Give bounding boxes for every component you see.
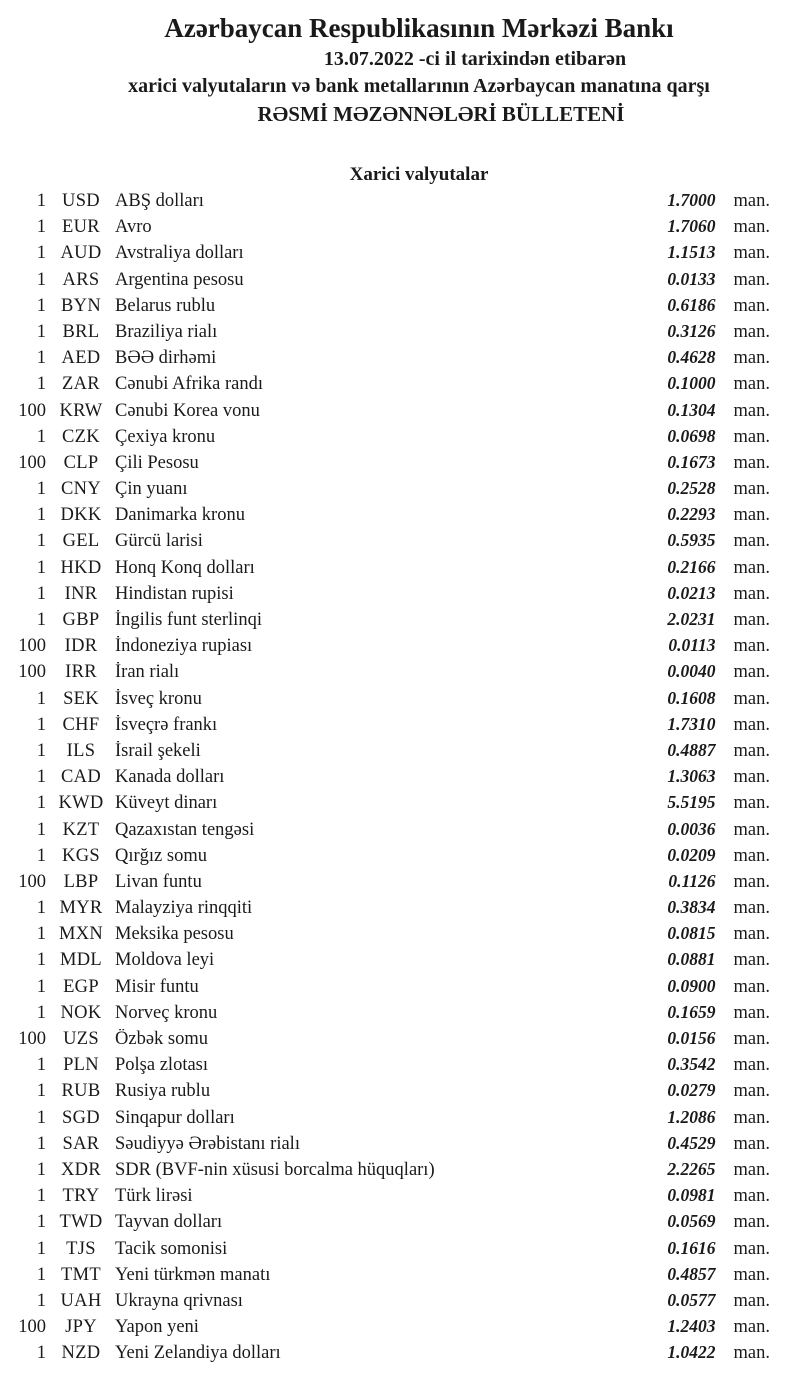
currency-quantity: 1 <box>36 1238 46 1259</box>
currency-quantity: 1 <box>36 479 46 500</box>
currency-name: Honq Konq dolları <box>115 557 255 578</box>
currency-row <box>0 1316 800 1342</box>
currency-quantity: 1 <box>36 1343 46 1364</box>
currency-quantity: 1 <box>36 321 46 342</box>
currency-rate: 0.3542 <box>667 1054 716 1075</box>
currency-name: Avstraliya dolları <box>115 243 244 264</box>
currency-name: Yeni Zelandiya dolları <box>115 1343 281 1364</box>
currency-code: MDL <box>59 950 102 971</box>
currency-code: RUB <box>61 1081 101 1102</box>
currency-unit: man. <box>733 898 770 919</box>
currency-quantity: 1 <box>36 269 46 290</box>
currency-row <box>0 976 800 1002</box>
currency-quantity: 1 <box>36 426 46 447</box>
currency-code: GEL <box>62 531 100 552</box>
currency-code: SEK <box>63 688 99 709</box>
currency-rate: 0.1616 <box>667 1237 716 1258</box>
currency-row <box>0 1342 800 1368</box>
currency-name: Moldova leyi <box>115 950 215 971</box>
currency-unit: man. <box>733 1290 770 1311</box>
currency-unit: man. <box>733 505 770 526</box>
currency-row <box>0 1002 800 1028</box>
currency-name: Tayvan dolları <box>115 1212 223 1233</box>
currency-name: Yeni türkmən manatı <box>115 1264 271 1285</box>
currency-unit: man. <box>733 1055 770 1076</box>
currency-code: CZK <box>62 426 100 447</box>
currency-unit: man. <box>733 1343 770 1364</box>
currency-row <box>0 321 800 347</box>
currency-code: EUR <box>62 217 100 238</box>
currency-quantity: 1 <box>36 583 46 604</box>
currency-row <box>0 347 800 373</box>
currency-unit: man. <box>733 1081 770 1102</box>
currency-rate: 2.2265 <box>667 1158 716 1179</box>
currency-name: Ukrayna qrivnası <box>115 1290 243 1311</box>
currency-row <box>0 373 800 399</box>
currency-code: CNY <box>61 479 101 500</box>
currency-code: DKK <box>60 505 102 526</box>
currency-quantity: 1 <box>36 924 46 945</box>
currency-rate: 0.0881 <box>667 949 716 970</box>
currency-name: Çili Pesosu <box>115 452 199 473</box>
currency-rate: 1.7310 <box>667 713 716 734</box>
currency-code: CHF <box>62 714 100 735</box>
currency-rate: 0.4857 <box>667 1263 716 1284</box>
currency-code: LBP <box>63 871 99 892</box>
currency-quantity: 1 <box>36 740 46 761</box>
currency-quantity: 1 <box>36 898 46 919</box>
currency-rate: 0.1608 <box>667 687 716 708</box>
currency-name: Türk lirəsi <box>115 1186 193 1207</box>
currency-unit: man. <box>733 583 770 604</box>
currency-name: Kanada dolları <box>115 767 225 788</box>
currency-unit: man. <box>733 374 770 395</box>
section-title-foreign-currencies: Xarici valyutalar <box>349 164 489 185</box>
currency-name: Hindistan rupisi <box>115 583 234 604</box>
currency-quantity: 100 <box>18 400 46 421</box>
currency-name: İndoneziya rupiası <box>115 636 253 657</box>
currency-code: USD <box>62 191 100 211</box>
currency-unit: man. <box>733 191 770 211</box>
currency-code: TRY <box>62 1186 100 1207</box>
currency-row <box>0 1107 800 1133</box>
currency-rate: 5.5195 <box>667 792 716 813</box>
currency-name: BƏƏ dirhəmi <box>115 348 217 369</box>
currency-code: KWD <box>58 793 104 814</box>
currency-name: Norveç kronu <box>115 1002 218 1023</box>
currency-row <box>0 1028 800 1054</box>
currency-row <box>0 190 800 216</box>
currency-rate: 0.0036 <box>667 818 716 839</box>
currency-rate: 0.2528 <box>667 478 716 499</box>
currency-rate: 0.2166 <box>667 556 716 577</box>
currency-unit: man. <box>733 976 770 997</box>
currency-unit: man. <box>733 243 770 264</box>
currency-row <box>0 923 800 949</box>
currency-name: ABŞ dolları <box>115 191 204 211</box>
currency-unit: man. <box>733 531 770 552</box>
currency-rate: 0.0113 <box>668 635 716 656</box>
currency-code: HKD <box>60 557 102 578</box>
currency-rate: 1.1513 <box>667 242 716 263</box>
currency-row <box>0 504 800 530</box>
currency-name: Misir funtu <box>115 976 199 997</box>
currency-rate: 0.5935 <box>667 530 716 551</box>
currency-unit: man. <box>733 321 770 342</box>
currency-quantity: 1 <box>36 819 46 840</box>
currency-rate: 0.1304 <box>667 399 716 420</box>
currency-name: Gürcü larisi <box>115 531 203 552</box>
currency-quantity: 1 <box>36 610 46 630</box>
currency-quantity: 1 <box>36 1159 46 1180</box>
currency-row <box>0 635 800 661</box>
currency-row <box>0 688 800 714</box>
currency-code: PLN <box>63 1055 99 1076</box>
currency-name: Rusiya rublu <box>115 1081 211 1102</box>
currency-unit: man. <box>733 400 770 421</box>
currency-rate: 0.6186 <box>667 294 716 315</box>
currency-quantity: 1 <box>36 845 46 866</box>
currency-row <box>0 661 800 687</box>
currency-rate: 0.0279 <box>667 1080 716 1101</box>
currency-name: Özbək somu <box>115 1029 208 1049</box>
currency-rate: 0.1126 <box>668 870 716 891</box>
currency-code: SGD <box>62 1107 100 1128</box>
currency-rate: 0.3126 <box>667 320 716 341</box>
currency-unit: man. <box>733 688 770 709</box>
currency-unit: man. <box>733 1264 770 1285</box>
currency-unit: man. <box>733 1002 770 1023</box>
currency-code: MXN <box>58 924 104 945</box>
currency-row <box>0 1264 800 1290</box>
currency-quantity: 1 <box>36 374 46 395</box>
currency-name: Livan funtu <box>115 871 202 892</box>
currency-name: İsveç kronu <box>115 688 202 709</box>
currency-name: İran rialı <box>115 662 180 683</box>
currency-name: Meksika pesosu <box>115 924 234 945</box>
currency-row <box>0 478 800 504</box>
currency-unit: man. <box>733 767 770 788</box>
currency-unit: man. <box>733 269 770 290</box>
currency-name: SDR (BVF-nin xüsusi borcalma hüquqları) <box>115 1159 435 1180</box>
currency-code: IDR <box>64 636 98 657</box>
currency-code: GBP <box>62 610 100 630</box>
currency-row <box>0 1290 800 1316</box>
currency-name: Yapon yeni <box>115 1317 199 1338</box>
bank-title: Azərbaycan Respublikasının Mərkəzi Bankı <box>164 13 674 43</box>
currency-row <box>0 530 800 556</box>
currency-row <box>0 242 800 268</box>
currency-code: JPY <box>65 1317 97 1338</box>
currency-quantity: 1 <box>36 295 46 316</box>
currency-code: ZAR <box>62 374 100 395</box>
currency-name: İngilis funt sterlinqi <box>115 610 262 630</box>
currency-unit: man. <box>733 557 770 578</box>
currency-code: MYR <box>59 898 103 919</box>
currency-unit: man. <box>733 348 770 369</box>
currency-rate: 0.1000 <box>667 373 716 394</box>
currency-quantity: 1 <box>36 1107 46 1128</box>
currency-name: Braziliya rialı <box>115 321 218 342</box>
currency-code: CLP <box>63 452 99 473</box>
currency-quantity: 100 <box>18 662 46 683</box>
currency-quantity: 100 <box>18 871 46 892</box>
currency-quantity: 100 <box>18 1317 46 1338</box>
currency-name: Polşa zlotası <box>115 1055 209 1076</box>
currency-name: Cənubi Korea vonu <box>115 400 260 421</box>
currency-row <box>0 949 800 975</box>
currency-rate: 0.0040 <box>667 661 716 682</box>
currency-rate: 0.4887 <box>667 739 716 760</box>
currency-code: XDR <box>61 1159 101 1180</box>
currency-unit: man. <box>733 740 770 761</box>
currency-code: KGS <box>62 845 100 866</box>
currency-rate: 0.0569 <box>667 1211 716 1232</box>
currency-row <box>0 897 800 923</box>
currency-quantity: 1 <box>36 714 46 735</box>
currency-quantity: 1 <box>36 1290 46 1311</box>
currency-rate: 0.1673 <box>667 451 716 472</box>
currency-quantity: 1 <box>36 793 46 814</box>
currency-code: UAH <box>60 1290 102 1311</box>
currency-unit: man. <box>733 871 770 892</box>
currency-code: NOK <box>60 1002 102 1023</box>
currency-row <box>0 792 800 818</box>
currency-rate: 0.1659 <box>667 1001 716 1022</box>
currency-row <box>0 740 800 766</box>
currency-unit: man. <box>733 479 770 500</box>
currency-rate: 1.7060 <box>667 216 716 237</box>
currency-unit: man. <box>733 1238 770 1259</box>
currency-quantity: 1 <box>36 767 46 788</box>
currency-rate: 1.2403 <box>667 1316 716 1337</box>
currency-row <box>0 1211 800 1237</box>
currency-code: TMT <box>61 1264 101 1285</box>
currency-row <box>0 871 800 897</box>
currency-name: İsrail şekeli <box>115 740 201 761</box>
currency-row <box>0 1133 800 1159</box>
currency-rate: 1.0422 <box>667 1342 716 1363</box>
currency-code: UZS <box>63 1029 99 1049</box>
currency-rate: 1.2086 <box>667 1106 716 1127</box>
currency-quantity: 1 <box>36 1212 46 1233</box>
currency-name: Səudiyyə Ərəbistanı rialı <box>115 1133 300 1154</box>
currency-quantity: 1 <box>36 505 46 526</box>
currency-row <box>0 583 800 609</box>
currency-code: IRR <box>65 662 97 683</box>
currency-unit: man. <box>733 819 770 840</box>
currency-code: TJS <box>66 1238 96 1259</box>
currency-rate: 0.4529 <box>667 1132 716 1153</box>
currency-quantity: 1 <box>36 217 46 238</box>
currency-row <box>0 557 800 583</box>
currency-name: Avro <box>115 217 152 238</box>
currency-rate: 0.4628 <box>667 347 716 368</box>
currency-rate: 0.0577 <box>667 1289 716 1310</box>
currency-quantity: 1 <box>36 976 46 997</box>
currency-quantity: 1 <box>36 191 46 211</box>
currency-rate: 0.0815 <box>667 923 716 944</box>
currency-rate: 2.0231 <box>667 609 716 629</box>
currency-unit: man. <box>733 217 770 238</box>
currency-name: Qazaxıstan tengəsi <box>115 819 255 840</box>
currency-row <box>0 845 800 871</box>
currency-row <box>0 426 800 452</box>
currency-row <box>0 1159 800 1185</box>
currency-name: Malayziya rinqqiti <box>115 898 253 919</box>
currency-quantity: 100 <box>18 636 46 657</box>
currency-quantity: 1 <box>36 348 46 369</box>
currency-row <box>0 1238 800 1264</box>
currency-name: Danimarka kronu <box>115 505 245 526</box>
currency-name: Çexiya kronu <box>115 426 216 447</box>
currency-rate: 0.2293 <box>667 504 716 525</box>
currency-quantity: 1 <box>36 1002 46 1023</box>
currency-row <box>0 1080 800 1106</box>
currency-code: KRW <box>59 400 103 421</box>
currency-unit: man. <box>733 1029 770 1049</box>
currency-quantity: 100 <box>18 1029 46 1049</box>
currency-rate: 0.0900 <box>667 975 716 996</box>
currency-name: İsveçrə frankı <box>115 714 218 735</box>
currency-quantity: 1 <box>36 1133 46 1154</box>
currency-row <box>0 269 800 295</box>
currency-name: Belarus rublu <box>115 295 216 316</box>
currency-name: Sinqapur dolları <box>115 1107 235 1128</box>
currency-unit: man. <box>733 295 770 316</box>
currency-quantity: 1 <box>36 688 46 709</box>
currency-rate: 1.3063 <box>667 766 716 787</box>
currency-rate: 0.0156 <box>667 1028 716 1048</box>
currency-code: TWD <box>59 1212 103 1233</box>
document-header <box>0 10 800 129</box>
currency-row <box>0 216 800 242</box>
effective-date-line: 13.07.2022 -ci il tarixindən etibarən <box>323 48 627 70</box>
currency-unit: man. <box>733 1317 770 1338</box>
currency-unit: man. <box>733 950 770 971</box>
currency-row <box>0 819 800 845</box>
currency-name: Cənubi Afrika randı <box>115 374 263 395</box>
currency-quantity: 1 <box>36 1055 46 1076</box>
currency-row <box>0 1054 800 1080</box>
currency-unit: man. <box>733 662 770 683</box>
currency-row <box>0 452 800 478</box>
currency-unit: man. <box>733 1186 770 1207</box>
currency-unit: man. <box>733 793 770 814</box>
currency-name: Küveyt dinarı <box>115 793 218 814</box>
currency-quantity: 1 <box>36 1081 46 1102</box>
currency-quantity: 100 <box>18 452 46 473</box>
currency-quantity: 1 <box>36 557 46 578</box>
currency-code: ILS <box>66 740 96 761</box>
currency-quantity: 1 <box>36 1264 46 1285</box>
currency-rate: 0.0133 <box>667 268 716 289</box>
currency-row <box>0 295 800 321</box>
currency-quantity: 1 <box>36 531 46 552</box>
currency-unit: man. <box>733 714 770 735</box>
currency-unit: man. <box>733 636 770 657</box>
exchange-rate-table <box>0 190 800 1368</box>
currency-code: KZT <box>62 819 100 840</box>
currency-rate: 0.3834 <box>667 897 716 918</box>
currency-unit: man. <box>733 1159 770 1180</box>
subject-line: xarici valyutaların və bank metallarının Azərbaycan manatına qarşı <box>128 75 710 97</box>
currency-quantity: 1 <box>36 243 46 264</box>
currency-rate: 0.0698 <box>667 425 716 446</box>
currency-code: INR <box>64 583 98 604</box>
currency-name: Qırğız somu <box>115 845 207 866</box>
currency-code: EGP <box>63 976 99 997</box>
currency-unit: man. <box>733 1133 770 1154</box>
currency-unit: man. <box>733 426 770 447</box>
currency-row <box>0 766 800 792</box>
currency-code: SAR <box>62 1133 100 1154</box>
currency-code: NZD <box>61 1343 101 1364</box>
currency-row <box>0 714 800 740</box>
currency-name: Argentina pesosu <box>115 269 244 290</box>
currency-code: BYN <box>61 295 101 316</box>
currency-name: Çin yuanı <box>115 479 188 500</box>
currency-code: CAD <box>61 767 101 788</box>
currency-unit: man. <box>733 924 770 945</box>
currency-row <box>0 609 800 635</box>
currency-unit: man. <box>733 452 770 473</box>
currency-rate: 0.0209 <box>667 844 716 865</box>
currency-quantity: 1 <box>36 1186 46 1207</box>
currency-row <box>0 1185 800 1211</box>
currency-unit: man. <box>733 1212 770 1233</box>
currency-rate: 0.0213 <box>667 582 716 603</box>
currency-code: AED <box>61 348 101 369</box>
currency-unit: man. <box>733 610 770 630</box>
currency-code: AUD <box>60 243 102 264</box>
currency-rate: 0.0981 <box>667 1185 716 1206</box>
currency-quantity: 1 <box>36 950 46 971</box>
currency-name: Tacik somonisi <box>115 1238 228 1259</box>
currency-unit: man. <box>733 845 770 866</box>
currency-code: BRL <box>62 321 100 342</box>
bulletin-title: RƏSMİ MƏZƏNNƏLƏRİ BÜLLETENİ <box>257 102 625 126</box>
currency-code: ARS <box>62 269 100 290</box>
currency-rate: 1.7000 <box>667 190 716 210</box>
currency-row <box>0 400 800 426</box>
currency-unit: man. <box>733 1107 770 1128</box>
